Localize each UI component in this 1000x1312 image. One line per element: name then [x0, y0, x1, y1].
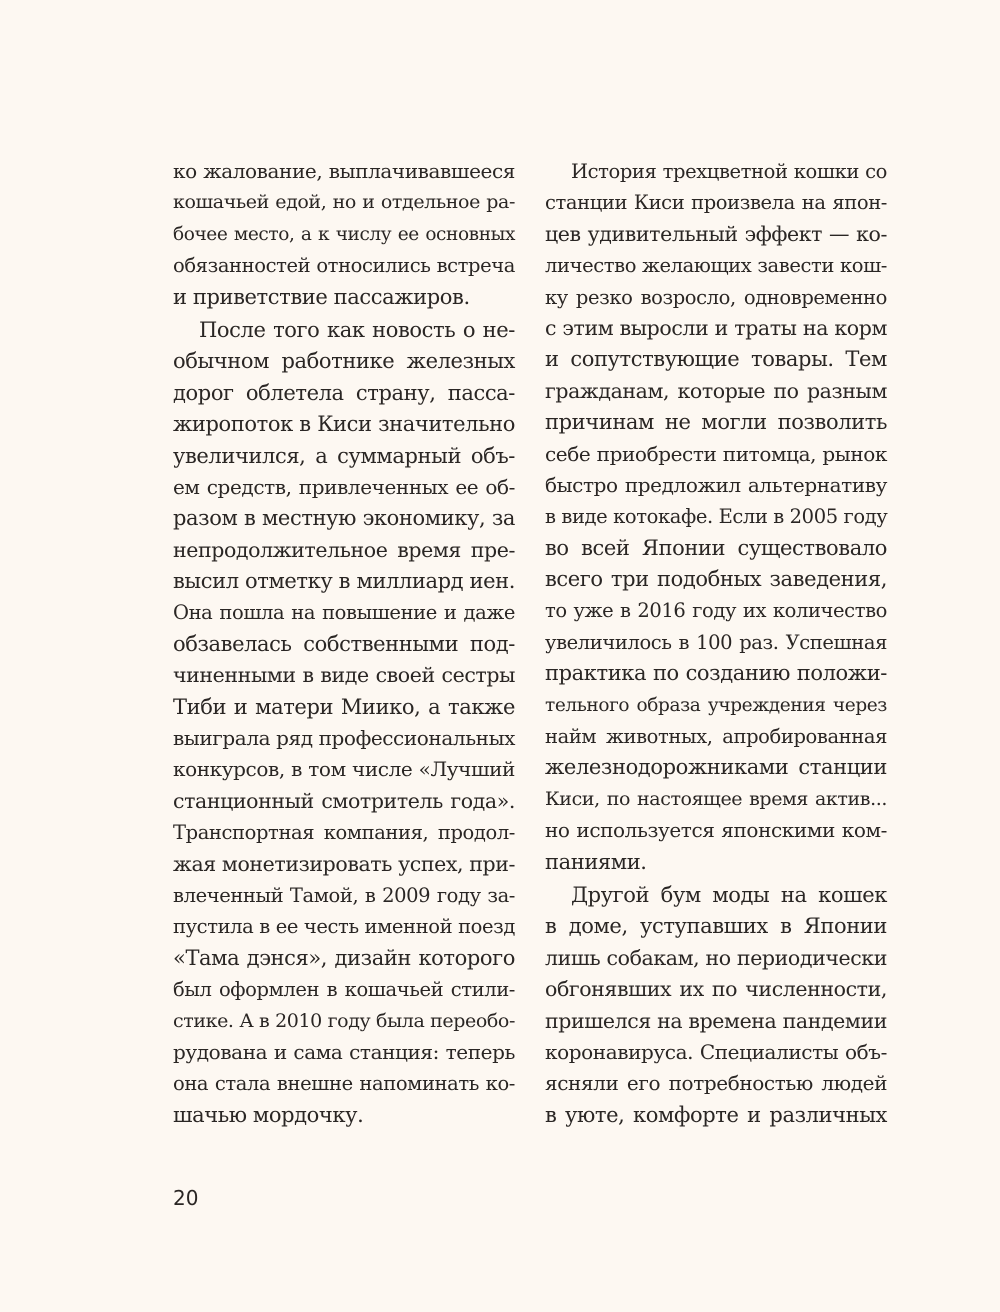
text-line: обычном работнике железных: [173, 349, 515, 374]
paragraph-2: [173, 315, 515, 1131]
text-line: станционный смотритель года».: [173, 788, 515, 813]
text-line: После того как новость о не-: [199, 317, 515, 342]
text-line: ем средств, привлеченных ее об-: [173, 474, 515, 499]
text-line: с этим выросли и траты на корм: [545, 315, 887, 340]
text-line: конкурсов, в том числе «Лучший: [173, 757, 515, 782]
text-line: непродолжительное время пре-: [173, 537, 515, 562]
text-line: жая монетизировать успех, при-: [173, 851, 516, 876]
text-line: стике. А в 2010 году была переобо-: [173, 1009, 515, 1032]
text-line: но используется японскими ком-: [545, 818, 887, 843]
text-line: лишь собакам, но периодически: [545, 945, 887, 970]
text-line: История трехцветной кошки со: [571, 160, 887, 183]
text-line: разом в местную экономику, за: [173, 506, 515, 531]
text-line: Киси, по настоящее время актив...: [545, 787, 887, 810]
text-line: пришелся на времена пандемии: [545, 1008, 887, 1033]
text-line: обязанностей относились встреча: [173, 254, 515, 278]
text-line: «Тама дэнся», дизайн которого: [173, 945, 515, 970]
text-line: она стала внешне напоминать ко-: [173, 1072, 515, 1096]
text-line: в доме, уступавших в Японии: [545, 914, 887, 939]
text-line: и приветствие пассажиров.: [173, 284, 470, 309]
paragraph-3: [545, 156, 887, 878]
text-line: в уюте, комфорте и различных: [545, 1102, 887, 1127]
text-line: чиненными в виде своей сестры: [173, 663, 515, 688]
text-line: Другой бум моды на кошек: [571, 882, 887, 907]
text-line: увеличилось в 100 раз. Успешная: [545, 630, 887, 654]
right-column: [545, 156, 887, 1131]
text-line: найм животных, апробированная: [545, 725, 887, 749]
page-number: 20: [173, 1186, 199, 1210]
text-line: шачью мордочку.: [173, 1102, 364, 1127]
text-line: Транспортная компания, продол-: [173, 821, 515, 845]
text-line: пустила в ее честь именной поезд: [173, 915, 515, 939]
text-line: тельного образа учреждения через: [545, 694, 887, 716]
text-line: Она пошла на повышение и даже: [173, 601, 515, 625]
text-line: обгонявших их по численности,: [545, 977, 887, 1002]
text-line: и сопутствующие товары. Тем: [545, 347, 887, 372]
text-line: высил отметку в миллиард иен.: [173, 569, 515, 594]
text-line: в виде котокафе. Если в 2005 году: [545, 505, 888, 529]
text-line: станции Киси произвела на япон-: [545, 191, 887, 215]
paragraph-4: [545, 880, 887, 1131]
paragraph-1: [173, 156, 515, 313]
text-line: обзавелась собственными под-: [173, 631, 515, 656]
left-column: [173, 156, 515, 1131]
text-line: влеченный Тамой, в 2009 году за-: [173, 883, 515, 907]
text-line: быстро предложил альтернативу: [545, 472, 887, 497]
text-line: личество желающих завести кош-: [545, 254, 887, 278]
text-line: практика по созданию положи-: [545, 661, 887, 686]
text-line: бочее место, а к числу ее основных: [173, 223, 515, 245]
text-line: цев удивительный эффект — ко-: [545, 221, 887, 246]
text-line: был оформлен в кошачьей стили-: [173, 978, 515, 1002]
text-line: ку резко возросло, одновременно: [545, 285, 887, 309]
text-line: себе приобрести питомца, рынок: [545, 441, 887, 466]
text-line: гражданам, которые по разным: [545, 378, 887, 403]
text-line: коронавируса. Специалисты объ-: [545, 1039, 887, 1064]
text-line: то уже в 2016 году их количество: [545, 599, 887, 623]
text-line: всего три подобных заведения,: [545, 567, 887, 592]
text-line: увеличился, а суммарный объ-: [173, 443, 515, 468]
text-line: рудована и сама станция: теперь: [173, 1039, 515, 1064]
text-line: дорог облетела страну, пасса-: [173, 380, 515, 405]
text-line: ко жалование, выплачивавшееся: [173, 159, 515, 183]
text-line: паниями.: [545, 849, 647, 874]
text-line: железнодорожниками станции: [545, 755, 887, 780]
text-line: кошачьей едой, но и отдельное ра-: [173, 191, 515, 214]
text-line: причинам не могли позволить: [545, 410, 887, 435]
text-line: выиграла ряд профессиональных: [173, 726, 516, 751]
text-line: жиропоток в Киси значительно: [173, 412, 515, 437]
text-line: ясняли его потребностью людей: [545, 1071, 887, 1096]
text-line: Тиби и матери Миико, а также: [173, 694, 515, 719]
text-line: во всей Японии существовало: [545, 535, 887, 560]
